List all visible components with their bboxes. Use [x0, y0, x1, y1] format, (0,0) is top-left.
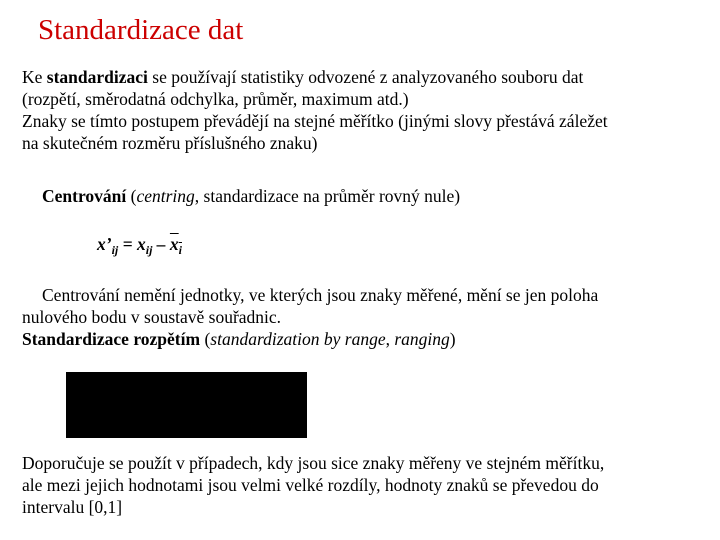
intro-text: se používají statistiky odvozené z analyzovaného souboru dat: [147, 67, 584, 87]
centering-formula: [97, 234, 182, 258]
centering-paren: (: [126, 186, 137, 206]
centering-italic: centring: [136, 186, 195, 206]
formula-mean: [169, 234, 182, 257]
range-italic-1: standardization by range: [210, 329, 386, 349]
centering-note-line-1: Centrování nemění jednotky, ve kterých jsou znaky měřené, mění se jen poloha: [42, 285, 599, 305]
formula-rhs-sub: ij: [145, 243, 153, 257]
range-paren: (: [200, 329, 211, 349]
centering-bold: Centrování: [42, 186, 127, 206]
recommendation-line-3: intervalu [0,1]: [22, 497, 123, 517]
intro-line-2: (rozpětí, směrodatná odchylka, průměr, maximum atd.): [22, 89, 409, 109]
intro-bold-term: standardizaci: [46, 67, 148, 87]
recommendation-line-2: ale mezi jejich hodnotami jsou velmi velké rozdíly, hodnoty znaků se převedou do: [22, 475, 599, 495]
range-standardization-heading: [22, 328, 598, 350]
intro-text: Ke: [22, 67, 47, 87]
centering-rest: , standardizace na průměr rovný nule): [194, 186, 461, 206]
range-bold: Standardizace rozpětím: [22, 329, 201, 349]
recommendation-paragraph: [22, 452, 604, 518]
intro-paragraph: [22, 66, 608, 154]
formula-lhs-sub: ij: [111, 243, 119, 257]
range-close: ): [449, 329, 456, 349]
formula-image-placeholder: [66, 372, 307, 438]
intro-line-1: [22, 66, 608, 88]
centering-note: [22, 284, 598, 350]
formula-lhs: x’: [97, 234, 112, 254]
formula-minus: –: [152, 234, 170, 254]
formula-eq: = x: [118, 234, 146, 254]
recommendation-line-1: Doporučuje se použít v případech, kdy jsou sice znaky měřeny ve stejném měřítku,: [22, 453, 605, 473]
range-italic-2: ranging: [394, 329, 450, 349]
formula-mean-var: x: [169, 234, 179, 254]
formula-mean-sub: i: [178, 243, 182, 257]
centering-heading: [42, 186, 460, 207]
intro-line-4: na skutečném rozměru příslušného znaku): [22, 133, 318, 153]
range-comma: ,: [385, 329, 395, 349]
intro-line-3: Znaky se tímto postupem převádějí na stejné měřítko (jinými slovy přestává záležet: [22, 111, 608, 131]
page-title: Standardizace dat: [38, 14, 244, 46]
centering-note-line-2: nulového bodu v soustavě souřadnic.: [22, 307, 282, 327]
